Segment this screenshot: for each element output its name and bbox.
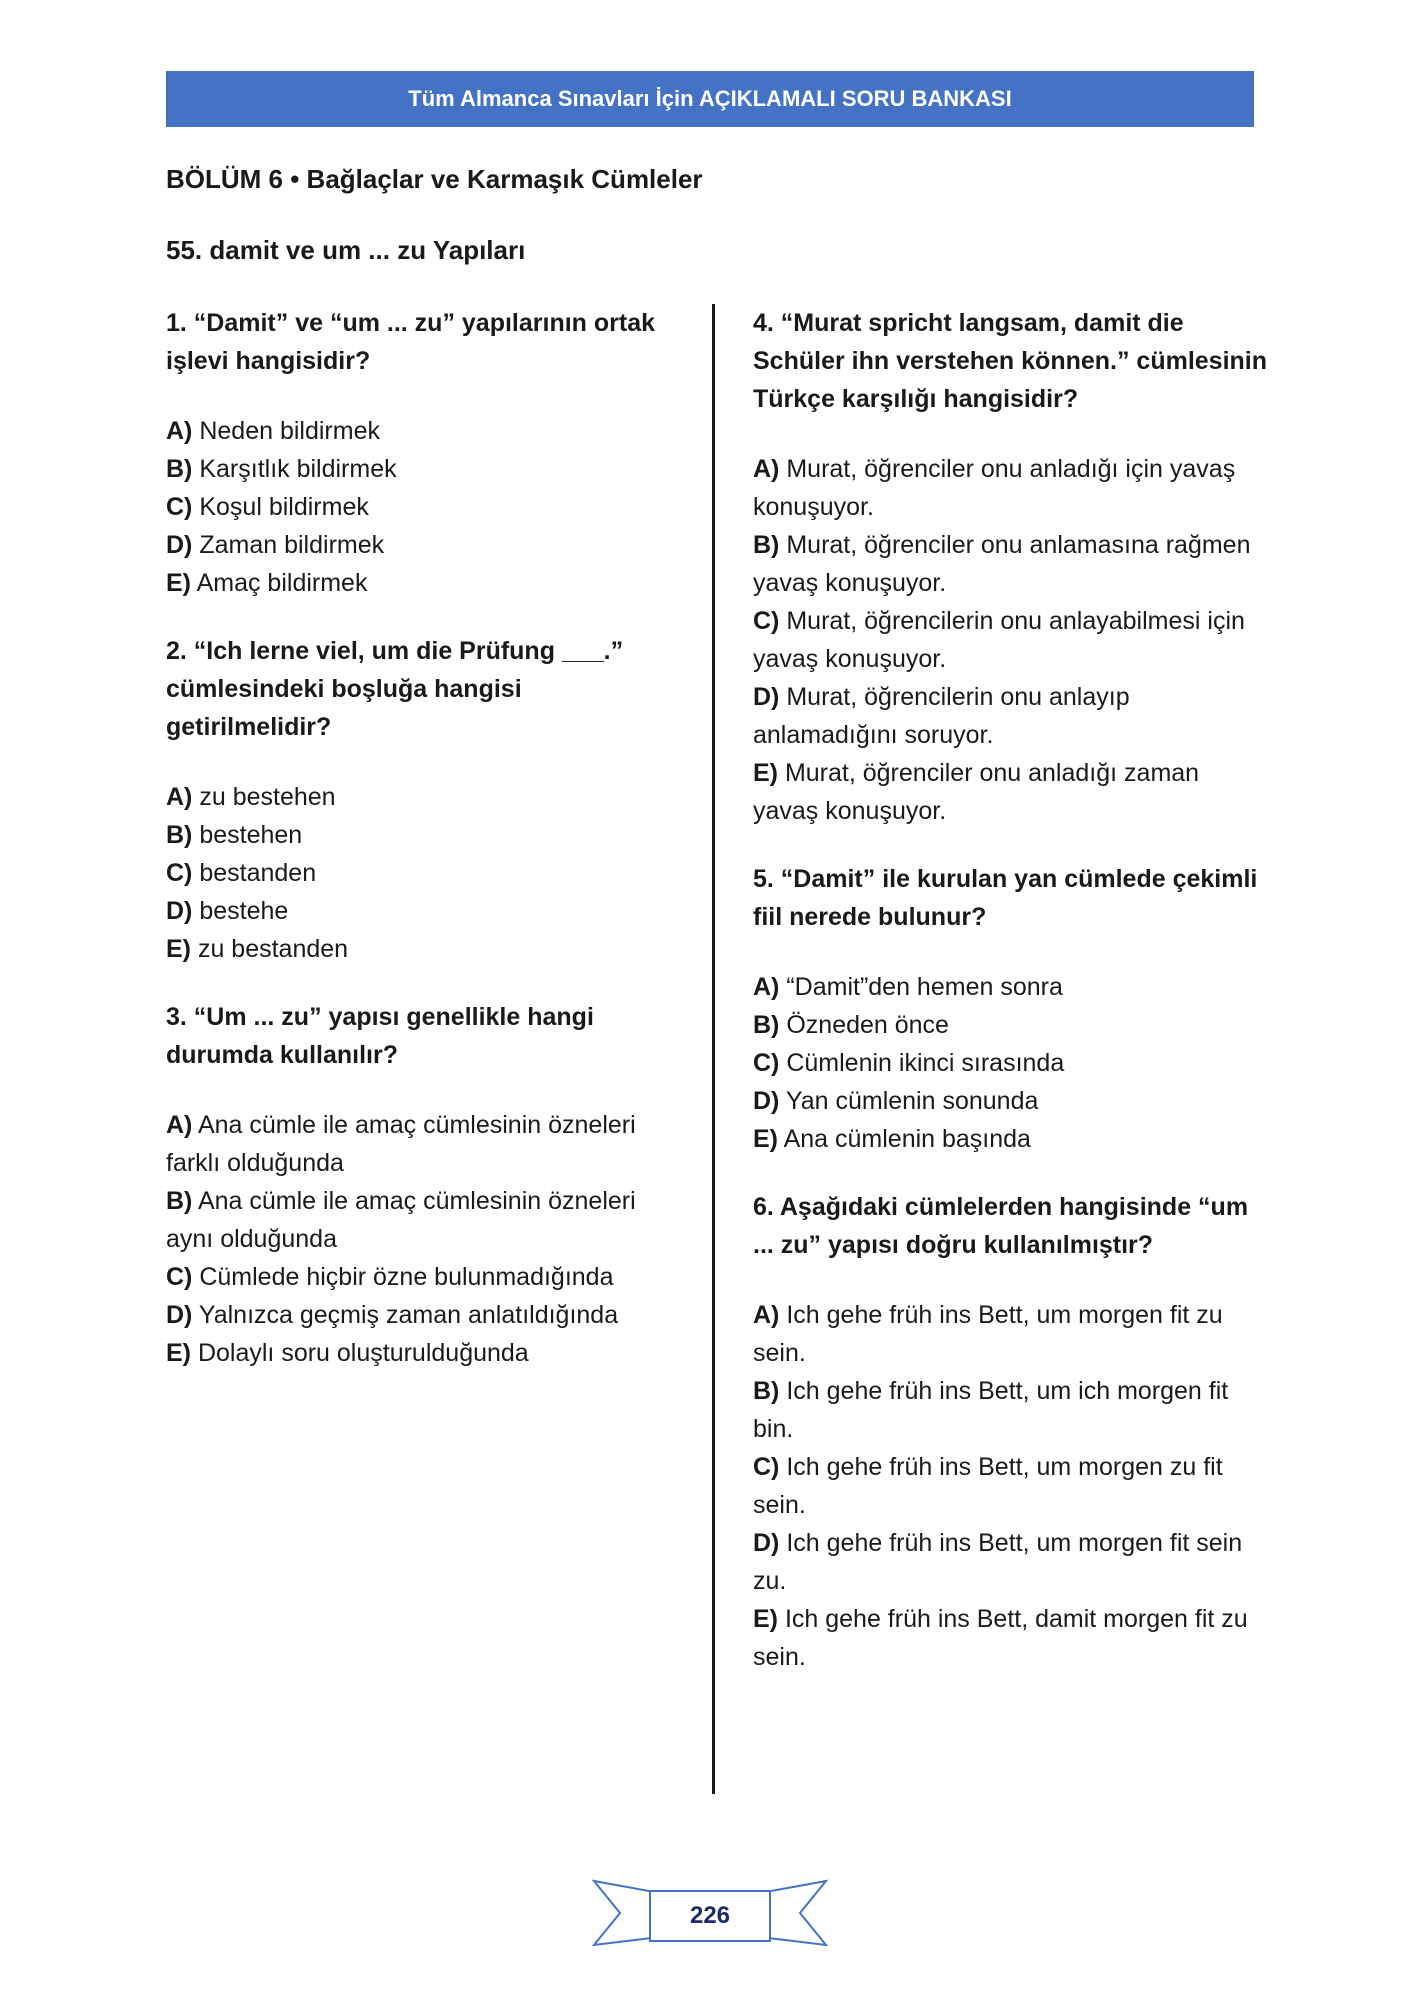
question-4	[753, 304, 1269, 830]
right-column	[753, 304, 1269, 1706]
option-a[interactable]	[166, 778, 682, 816]
page-number: 226	[689, 1902, 731, 1929]
option-text: Ich gehe früh ins Bett, um morgen fit sein zu.	[753, 1529, 1243, 1595]
option-letter: C)	[753, 1453, 780, 1481]
option-letter: A)	[166, 783, 193, 811]
option-text: Murat, öğrencilerin onu anlayıp anlamadığını soruyor.	[753, 683, 1130, 749]
question-6	[753, 1188, 1269, 1676]
option-text: Cümlenin ikinci sırasında	[786, 1049, 1065, 1077]
option-e[interactable]	[753, 754, 1269, 830]
option-letter: B)	[753, 1011, 780, 1039]
option-text: Ich gehe früh ins Bett, um morgen zu fit sein.	[753, 1453, 1223, 1519]
option-letter: D)	[753, 1087, 780, 1115]
option-text: Murat, öğrencilerin onu anlayabilmesi için yavaş konuşuyor.	[753, 607, 1245, 673]
question-text: 5. “Damit” ile kurulan yan cümlede çekimli fiil nerede bulunur?	[753, 865, 1258, 931]
option-letter: D)	[753, 683, 780, 711]
option-letter: C)	[753, 607, 780, 635]
option-b[interactable]	[166, 1182, 682, 1258]
option-letter: B)	[166, 821, 193, 849]
option-c[interactable]	[166, 854, 682, 892]
option-letter: E)	[166, 1339, 191, 1367]
option-text: bestehe	[199, 897, 289, 925]
question-text: 1. “Damit” ve “um ... zu” yapılarının ortak işlevi hangisidir?	[166, 309, 656, 375]
option-text: “Damit”den hemen sonra	[786, 973, 1063, 1001]
question-3	[166, 998, 682, 1372]
option-e[interactable]	[753, 1120, 1269, 1158]
option-b[interactable]	[753, 1006, 1269, 1044]
question-2	[166, 632, 682, 968]
option-letter: D)	[166, 1301, 193, 1329]
option-letter: C)	[166, 859, 193, 887]
question-5	[753, 860, 1269, 1158]
option-d[interactable]	[166, 1296, 682, 1334]
option-d[interactable]	[753, 678, 1269, 754]
option-a[interactable]	[753, 1296, 1269, 1372]
option-letter: B)	[166, 455, 193, 483]
option-letter: B)	[753, 1377, 780, 1405]
option-letter: E)	[753, 1125, 778, 1153]
option-c[interactable]	[753, 1044, 1269, 1082]
option-text: Ana cümle ile amaç cümlesinin özneleri aynı olduğunda	[166, 1187, 636, 1253]
option-d[interactable]	[753, 1524, 1269, 1600]
option-text: zu bestehen	[199, 783, 336, 811]
option-b[interactable]	[166, 450, 682, 488]
question-text: 6. Aşağıdaki cümlelerden hangisinde “um ... zu” yapısı doğru kullanılmıştır?	[753, 1193, 1249, 1259]
option-text: Dolaylı soru oluşturulduğunda	[197, 1339, 529, 1367]
option-letter: D)	[166, 897, 193, 925]
section-title: 55. damit ve um ... zu Yapıları	[166, 235, 526, 265]
option-c[interactable]	[166, 488, 682, 526]
option-b[interactable]	[166, 816, 682, 854]
question-text: 4. “Murat spricht langsam, damit die Schüler ihn verstehen können.” cümlesinin Türkçe karşılığı hangisidir?	[753, 309, 1268, 413]
option-letter: E)	[166, 935, 191, 963]
page-number-ribbon	[590, 1875, 830, 1955]
chapter-title: BÖLÜM 6 • Bağlaçlar ve Karmaşık Cümleler	[166, 164, 703, 194]
question-text: 3. “Um ... zu” yapısı genellikle hangi durumda kullanılır?	[166, 1003, 594, 1069]
left-column	[166, 304, 682, 1402]
option-letter: A)	[753, 455, 780, 483]
option-a[interactable]	[166, 1106, 682, 1182]
option-e[interactable]	[753, 1600, 1269, 1676]
option-text: Ich gehe früh ins Bett, um morgen fit zu sein.	[753, 1301, 1223, 1367]
banner-title: Tüm Almanca Sınavları İçin AÇIKLAMALI SORU BANKASI	[408, 86, 1012, 111]
option-a[interactable]	[753, 968, 1269, 1006]
option-text: zu bestanden	[197, 935, 349, 963]
question-1	[166, 304, 682, 602]
option-letter: B)	[166, 1187, 193, 1215]
option-d[interactable]	[166, 526, 682, 564]
option-text: bestehen	[199, 821, 303, 849]
option-text: Ana cümlenin başında	[783, 1125, 1031, 1153]
option-text: Murat, öğrenciler onu anlamasına rağmen yavaş konuşuyor.	[753, 531, 1251, 597]
option-text: bestanden	[199, 859, 317, 887]
option-e[interactable]	[166, 930, 682, 968]
option-letter: A)	[753, 1301, 780, 1329]
option-letter: D)	[753, 1529, 780, 1557]
option-c[interactable]	[753, 1448, 1269, 1524]
option-letter: E)	[166, 569, 191, 597]
option-letter: A)	[753, 973, 780, 1001]
option-e[interactable]	[166, 564, 682, 602]
option-text: Murat, öğrenciler onu anladığı zaman yavaş konuşuyor.	[753, 759, 1200, 825]
option-letter: B)	[753, 531, 780, 559]
option-d[interactable]	[166, 892, 682, 930]
option-c[interactable]	[753, 602, 1269, 678]
question-text: 2. “Ich lerne viel, um die Prüfung ___.” cümlesindeki boşluğa hangisi getirilmelidir?	[166, 637, 624, 741]
option-text: Ich gehe früh ins Bett, damit morgen fit zu sein.	[753, 1605, 1248, 1671]
option-text: Özneden önce	[786, 1011, 949, 1039]
option-a[interactable]	[753, 450, 1269, 526]
option-text: Amaç bildirmek	[196, 569, 368, 597]
option-c[interactable]	[166, 1258, 682, 1296]
option-letter: C)	[166, 493, 193, 521]
option-text: Koşul bildirmek	[199, 493, 369, 521]
option-text: Murat, öğrenciler onu anladığı için yavaş konuşuyor.	[753, 455, 1236, 521]
option-a[interactable]	[166, 412, 682, 450]
option-text: Cümlede hiçbir özne bulunmadığında	[199, 1263, 614, 1291]
option-text: Ana cümle ile amaç cümlesinin özneleri farklı olduğunda	[166, 1111, 636, 1177]
option-text: Yalnızca geçmiş zaman anlatıldığında	[198, 1301, 619, 1329]
option-letter: E)	[753, 1605, 778, 1633]
option-letter: C)	[166, 1263, 193, 1291]
option-d[interactable]	[753, 1082, 1269, 1120]
option-letter: E)	[753, 759, 778, 787]
option-b[interactable]	[753, 526, 1269, 602]
option-text: Karşıtlık bildirmek	[199, 455, 397, 483]
option-letter: A)	[166, 417, 193, 445]
column-divider	[712, 304, 715, 1794]
option-e[interactable]	[166, 1334, 682, 1372]
option-letter: D)	[166, 531, 193, 559]
option-letter: A)	[166, 1111, 193, 1139]
option-text: Neden bildirmek	[199, 417, 380, 445]
option-letter: C)	[753, 1049, 780, 1077]
option-text: Yan cümlenin sonunda	[785, 1087, 1039, 1115]
option-text: Ich gehe früh ins Bett, um ich morgen fit bin.	[753, 1377, 1229, 1443]
header-banner	[166, 71, 1254, 127]
option-b[interactable]	[753, 1372, 1269, 1448]
option-text: Zaman bildirmek	[199, 531, 385, 559]
